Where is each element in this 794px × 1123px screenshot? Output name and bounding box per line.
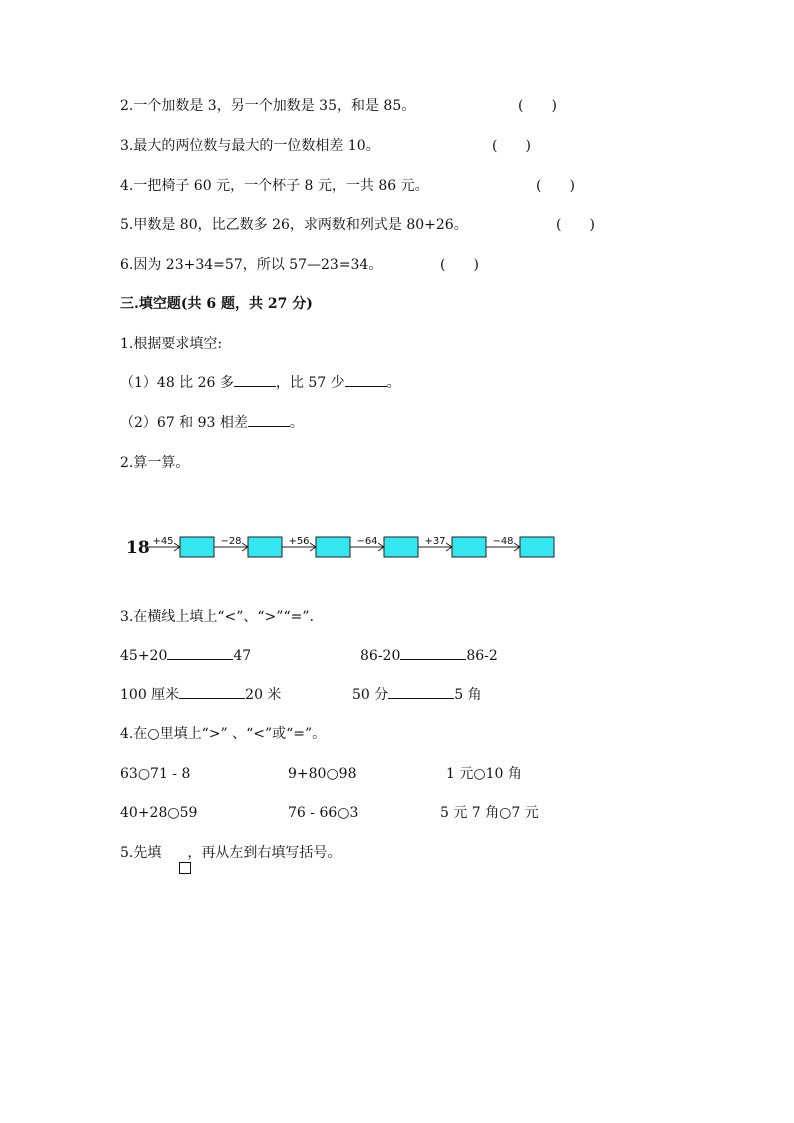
answer-box[interactable] xyxy=(180,537,214,557)
q1-line1-text-c: 。 xyxy=(386,375,401,391)
q3-expr: 50 分 xyxy=(352,687,389,703)
answer-paren-4[interactable]: ( ) xyxy=(536,178,575,194)
answer-box[interactable] xyxy=(316,537,350,557)
chain-operation-label: +45 xyxy=(152,536,174,547)
answer-blank[interactable] xyxy=(388,686,454,699)
answer-box[interactable] xyxy=(520,537,554,557)
judge-item-6: 6.因为 23+34=57，所以 57—23=34。 xyxy=(120,257,383,273)
answer-paren-2[interactable]: ( ) xyxy=(518,98,557,114)
q3-row2-left xyxy=(120,685,281,705)
chain-operation-label: −64 xyxy=(356,536,378,547)
q3-row1-right xyxy=(360,646,498,666)
q2-title: 2.算一算。 xyxy=(120,455,190,471)
q4-r2c3: 5 元 7 角○7 元 xyxy=(440,805,539,821)
q4-title: 4.在○里填上“>” 、“<”或“=”。 xyxy=(120,726,327,742)
q3-expr: 86-2 xyxy=(466,648,498,664)
q3-row1-left xyxy=(120,646,251,666)
chain-operation-label: +56 xyxy=(288,536,310,547)
answer-box[interactable] xyxy=(384,537,418,557)
q4-r1c1: 63○71 - 8 xyxy=(120,766,191,782)
answer-box[interactable] xyxy=(452,537,486,557)
q1-line-1 xyxy=(120,373,401,393)
judge-item-5: 5.甲数是 80，比乙数多 26，求两数和列式是 80+26。 xyxy=(120,217,468,233)
q5-line xyxy=(120,843,341,863)
chain-operation-label: −28 xyxy=(220,536,242,547)
judge-item-3: 3.最大的两位数与最大的一位数相差 10。 xyxy=(120,138,380,154)
chain-operation-label: +37 xyxy=(424,536,446,547)
q1-line1-text-a: （1）48 比 26 多 xyxy=(120,375,234,391)
answer-paren-5[interactable]: ( ) xyxy=(556,217,595,233)
q1-line2-text-b: 。 xyxy=(289,415,304,431)
answer-paren-3[interactable]: ( ) xyxy=(492,138,531,154)
answer-box[interactable] xyxy=(248,537,282,557)
q5-text-a: 5.先填 xyxy=(120,845,162,861)
chain-operation-label: −48 xyxy=(492,536,514,547)
judge-item-4: 4.一把椅子 60 元，一个杯子 8 元，一共 86 元。 xyxy=(120,178,429,194)
answer-blank[interactable] xyxy=(234,374,276,387)
q1-line-2 xyxy=(120,413,304,433)
answer-blank[interactable] xyxy=(345,374,387,387)
answer-blank[interactable] xyxy=(167,647,233,660)
q4-r2c1: 40+28○59 xyxy=(120,805,198,821)
answer-blank[interactable] xyxy=(248,414,290,427)
q1-line1-text-b: ，比 57 少 xyxy=(275,375,345,391)
q1-line2-text-a: （2）67 和 93 相差 xyxy=(120,415,248,431)
q4-r2c2: 76 - 66○3 xyxy=(288,805,359,821)
q3-title: 3.在横线上填上“<”、“>”“=”. xyxy=(120,609,314,625)
calculation-chain xyxy=(120,526,570,566)
q3-expr: 20 米 xyxy=(245,687,282,703)
q4-r1c3: 1 元○10 角 xyxy=(446,766,522,782)
chain-start-number: 18 xyxy=(126,538,150,558)
q3-row2-right xyxy=(352,685,482,705)
q3-expr: 47 xyxy=(233,648,252,664)
q4-r1c2: 9+80○98 xyxy=(288,766,357,782)
q3-expr: 45+20 xyxy=(120,648,168,664)
q3-expr: 86-20 xyxy=(360,648,401,664)
section-heading: 三.填空题(共 6 题，共 27 分) xyxy=(120,296,313,312)
answer-paren-6[interactable]: ( ) xyxy=(440,257,479,273)
answer-blank[interactable] xyxy=(179,686,245,699)
square-box-icon xyxy=(179,862,191,874)
judge-item-2: 2.一个加数是 3，另一个加数是 35，和是 85。 xyxy=(120,98,416,114)
q5-text-b: ，再从左到右填写括号。 xyxy=(187,845,342,861)
q3-expr: 100 厘米 xyxy=(120,687,180,703)
answer-blank[interactable] xyxy=(400,647,466,660)
q3-expr: 5 角 xyxy=(454,687,482,703)
q1-title: 1.根据要求填空: xyxy=(120,336,223,352)
